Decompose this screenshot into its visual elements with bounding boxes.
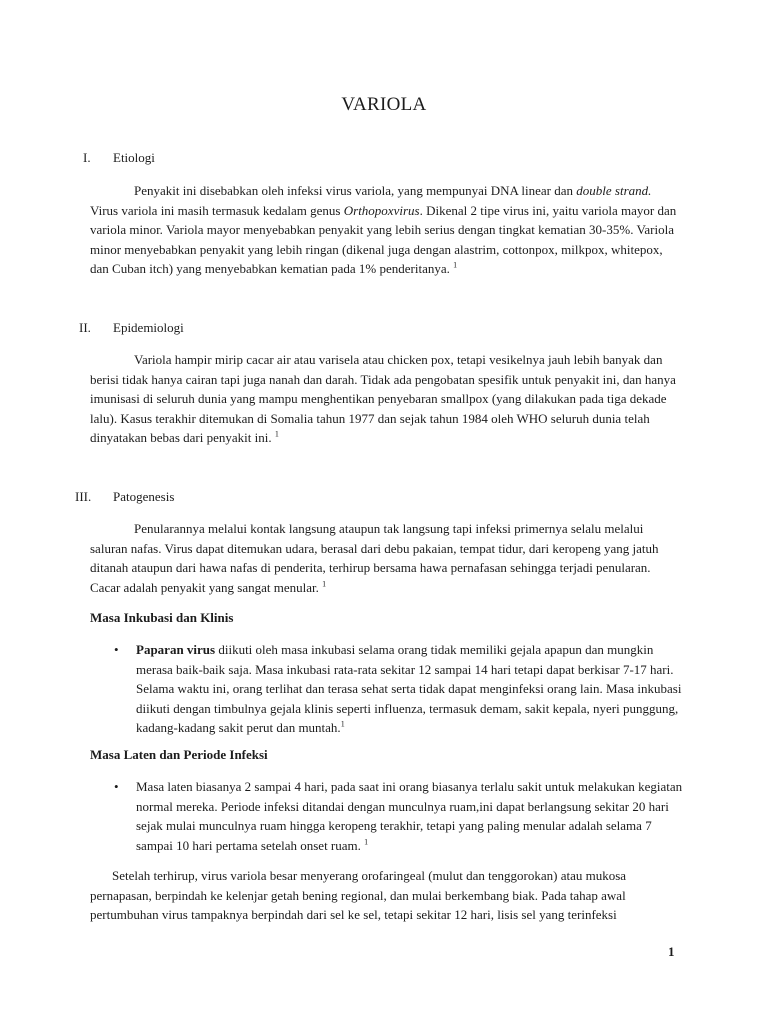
section-label: Epidemiologi [113, 320, 184, 335]
text-run: Penularannya melalui kontak langsung ataupun tak langsung tapi infeksi primernya selalu melalui saluran nafas. Virus dapat ditemukan udara, berasal dari debu pakaian, tempat tidur, dari keropeng yang jatuh ditanah ataupun dari hawa nafas di penderita, terhirup bersama hawa pernafasan sehingga terjadi penularan. Cacar adalah penyakit yang sangat menular. [90, 521, 659, 595]
section-number: III. [75, 489, 92, 504]
footnote-ref[interactable]: 1 [340, 719, 345, 729]
footnote-ref[interactable]: 1 [364, 837, 369, 847]
paragraph-etiologi [90, 181, 682, 279]
section-number: I. [83, 150, 91, 165]
subheading-masa-laten: Masa Laten dan Periode Infeksi [90, 747, 268, 762]
bullet-icon: • [114, 779, 119, 794]
section-label: Patogenesis [113, 489, 175, 504]
text-run: Virus variola ini masih termasuk kedalam genus [90, 202, 344, 218]
text-run: Masa laten biasanya 2 sampai 4 hari, pada saat ini orang biasanya terlalu sakit untuk melakukan kegiatan normal mereka. Periode infeksi ditandai dengan munculnya ruam,ini dapat berlangsung sekitar 20 hari sejak mulai munculnya ruam hingga keropeng terakhir, tetapi yang paling menular adalah selama 7 sampai 10 hari pertama setelah onset ruam. [136, 779, 683, 853]
list-item-text [136, 640, 686, 738]
text-run: Variola hampir mirip cacar air atau varisela atau chicken pox, tetapi vesikelnya jauh lebih banyak dan berisi tidak hanya cairan tapi juga nanah dan darah. Tidak ada pengobatan spesifik untuk penyakit ini, dan hanya imunisasi di seluruh dunia yang mampu menghentikan penyebaran smallpox (yang dilakukan pada tiga dekade lalu). Kasus terakhir ditemukan di Somalia tahun 1977 dan sejak tahun 1984 oleh WHO seluruh dunia telah dinyatakan bebas dari penyakit ini. [90, 352, 676, 445]
footnote-ref[interactable]: 1 [274, 429, 279, 439]
list-item-text [136, 777, 686, 855]
italic-run: double strand. [576, 183, 652, 198]
subheading-masa-inkubasi: Masa Inkubasi dan Klinis [90, 610, 234, 625]
page-number: 1 [668, 944, 675, 959]
section-label: Etiologi [113, 150, 155, 165]
text-run: Penyakit ini disebabkan oleh infeksi virus variola, yang mempunyai DNA linear dan [134, 183, 577, 198]
paragraph-epidemiologi [90, 350, 682, 448]
paragraph-patogenesis [90, 519, 682, 597]
footnote-ref[interactable]: 1 [453, 260, 458, 270]
footnote-ref[interactable]: 1 [322, 579, 327, 589]
bold-run: Paparan virus [136, 642, 216, 657]
section-number: II. [79, 320, 91, 335]
text-run: Setelah terhirup, virus variola besar menyerang orofaringeal (mulut dan tenggorokan) atau mukosa pernapasan, berpindah ke kelenjar getah bening regional, dan mulai berkembang biak. Pada tahap awal pertumbuhan virus tampaknya berpindah dari sel ke sel, tetapi sekitar 12 hari, lisis sel yang terinfeksi [90, 868, 627, 922]
page-title: VARIOLA [341, 94, 427, 115]
italic-run: Orthopoxvirus [343, 202, 420, 218]
text-run: . Dikenal 2 tipe virus ini, yaitu variola mayor dan variola minor. Variola mayor menyebabkan penyakit yang lebih serius dengan tingkat kematian 30-35%. Variola minor menyebabkan penyakit yang lebih ringan (dikenal juga dengan alastrim, cottonpox, milkpox, whitepox, dan Cuban itch) yang menyebabkan kematian pada 1% penderitanya. [90, 202, 677, 276]
bullet-icon: • [114, 642, 119, 657]
text-run: diikuti oleh masa inkubasi selama orang tidak memiliki gejala apapun dan mungkin merasa baik-baik saja. Masa inkubasi rata-rata sekitar 12 sampai 14 hari tetapi dapat berkisar 7-17 hari. Selama waktu ini, orang terlihat dan terasa sehat serta tidak dapat menginfeksi orang lain. Masa inkubasi diikuti dengan timbulnya gejala klinis seperti influenza, termasuk demam, sakit kepala, nyeri punggung, kadang-kadang sakit perut dan muntah. [136, 642, 682, 735]
paragraph-closing [90, 866, 682, 925]
